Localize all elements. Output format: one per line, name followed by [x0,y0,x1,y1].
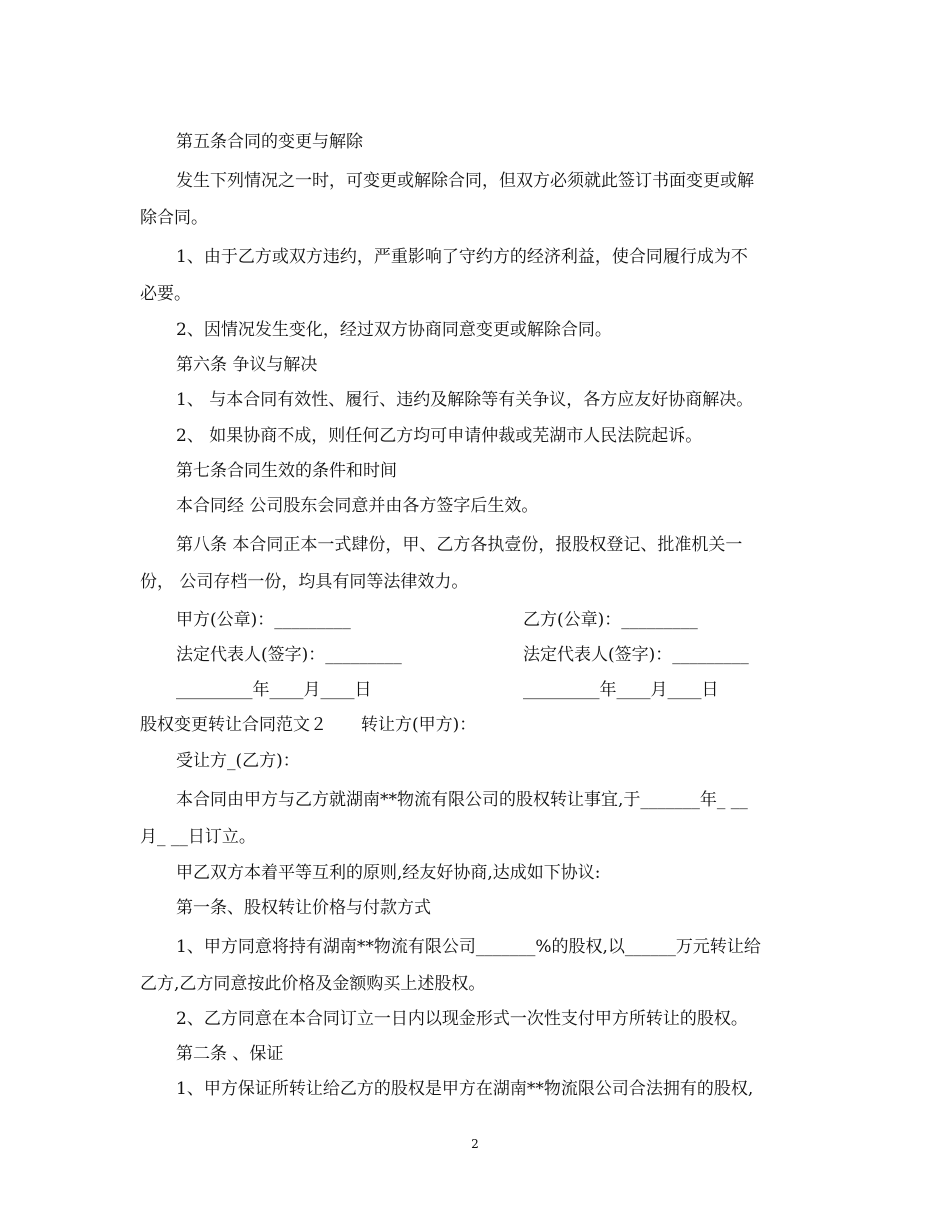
article-6-heading: 第六条 争议与解决 [176,355,318,375]
party-b-seal-field: 乙方(公章)：_________ [523,610,698,630]
paragraph-line: 本合同由甲方与乙方就湖南**物流有限公司的股权转让事宜,于_______年_ __ [176,790,748,810]
paragraph-line: 2、 如果协商不成，则任何乙方均可申请仲裁或芜湖市人民法院起诉。 [176,426,703,446]
page-number: 2 [471,1137,479,1151]
paragraph-line: 第八条 本合同正本一式肆份，甲、乙方各执壹份，报股权登记、批准机关一 [176,535,743,555]
article-1-heading: 第一条、股权转让价格与付款方式 [176,898,431,918]
paragraph-line: 发生下列情况之一时，可变更或解除合同，但双方必须就此签订书面变更或解 [176,171,754,191]
paragraph-line: 1、甲方同意将持有湖南**物流有限公司_______%的股权,以______万元转让给 [176,937,761,957]
paragraph-line: 乙方,乙方同意按此价格及金额购买上述股权。 [140,974,486,994]
paragraph-line: 除合同。 [140,208,208,228]
paragraph-line: 月_ __日订立。 [140,827,256,847]
paragraph-line: 1、甲方保证所转让给乙方的股权是甲方在湖南**物流限公司合法拥有的股权, [176,1079,754,1099]
transferee-line: 受让方_(乙方)： [176,751,300,771]
party-b-rep-field: 法定代表人(签字)：_________ [523,645,749,665]
party-a-date-field: _________年____月____日 [176,680,372,700]
paragraph-line: 1、 与本合同有效性、履行、违约及解除等有关争议，各方应友好协商解决。 [176,390,754,410]
article-5-heading: 第五条合同的变更与解除 [176,132,363,152]
paragraph-line: 必要。 [140,284,191,304]
paragraph-line: 份， 公司存档一份，均具有同等法律效力。 [140,572,469,592]
second-contract-title: 股权变更转让合同范文２ 转让方(甲方)： [140,715,477,735]
party-a-seal-field: 甲方(公章)：_________ [176,610,351,630]
article-7-heading: 第七条合同生效的条件和时间 [176,461,397,481]
paragraph-line: 1、由于乙方或双方违约，严重影响了守约方的经济利益，使合同履行成为不 [176,247,748,267]
paragraph-line: 2、乙方同意在本合同订立一日内以现金形式一次性支付甲方所转让的股权。 [176,1009,748,1029]
article-2-heading: 第二条 、保证 [176,1044,284,1064]
paragraph-line: 甲乙双方本着平等互利的原则,经友好协商,达成如下协议: [176,863,601,883]
party-a-rep-field: 法定代表人(签字)：_________ [176,645,402,665]
party-b-date-field: _________年____月____日 [523,680,719,700]
paragraph-line: 2、因情况发生变化，经过双方协商同意变更或解除合同。 [176,320,612,340]
paragraph-line: 本合同经 公司股东会同意并由各方签字后生效。 [176,496,539,516]
